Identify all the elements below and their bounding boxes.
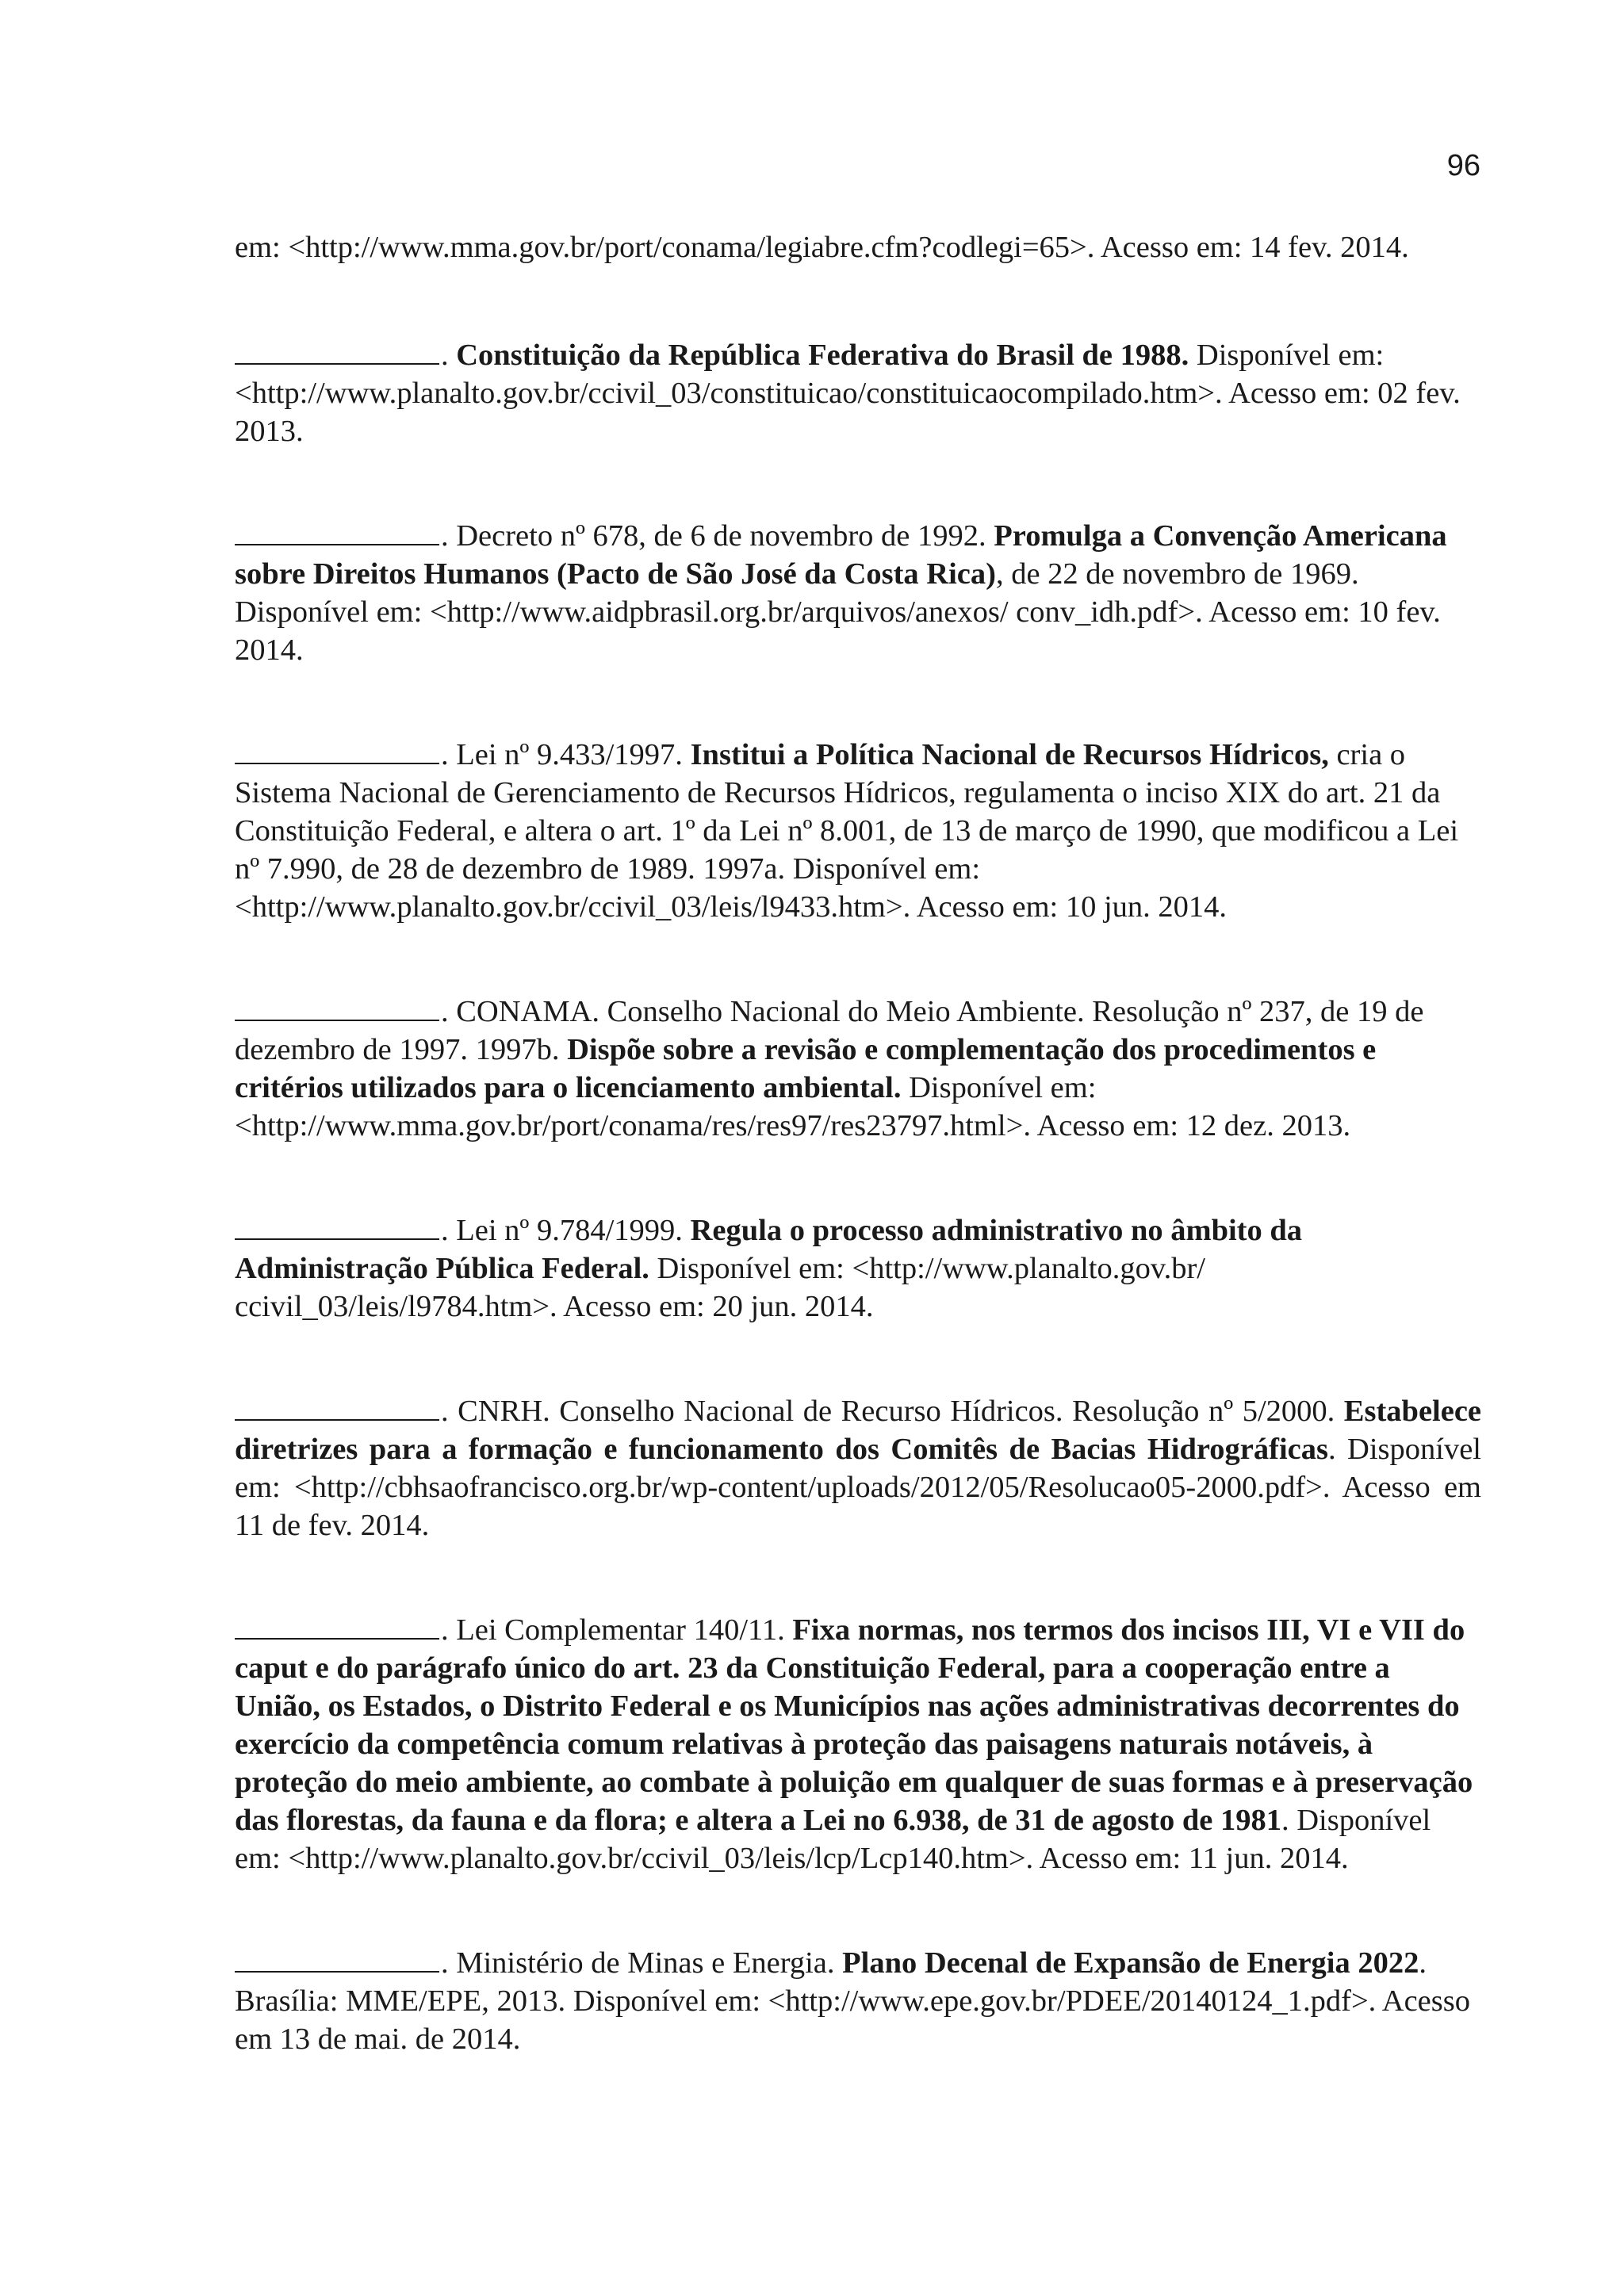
repeated-author-line	[235, 339, 439, 365]
reference-pre: . Lei nº 9.433/1997.	[441, 738, 691, 771]
reference-title: Dispõe sobre a revisão e complementação dos procedimentos e critérios utilizados para o licenciamento ambiental.	[235, 1033, 1377, 1104]
repeated-author-line	[235, 1947, 439, 1973]
repeated-author-line	[235, 1215, 439, 1240]
reference-entry	[235, 993, 1481, 1145]
reference-title: Constituição da República Federativa do Brasil de 1988.	[456, 339, 1189, 372]
reference-title: Plano Decenal de Expansão de Energia 2022	[842, 1946, 1419, 1980]
reference-entry	[235, 1392, 1481, 1544]
reference-pre: . Lei nº 9.784/1999.	[441, 1214, 691, 1247]
reference-title: Fixa normas, nos termos dos incisos III, VI e VII do caput e do parágrafo único do art. 23 da Constituição Federal, para a cooperação entre a União, os Estados, o Distrito Federal e os Municípios nas ações administrativas decorrentes do exercício da competência comum relativas à proteção das paisagens naturais notáveis, à proteção do meio ambiente, ao combate à poluição em qualquer de suas formas e à preservação das florestas, da fauna e da flora; e altera a Lei no 6.938, de 31 de agosto de 1981	[235, 1613, 1473, 1837]
reference-entry	[235, 517, 1481, 669]
reference-title: Estabelece diretrizes para a formação e funcionamento dos Comitês de Bacias Hidrográficas	[235, 1395, 1481, 1466]
reference-pre: . Ministério de Minas e Energia.	[441, 1946, 843, 1980]
reference-post: . Brasília: MME/EPE, 2013. Disponível em: <http://www.epe.gov.br/PDEE/20140124_1.pdf>. Acesso em 13 de mai. de 2014.	[235, 1946, 1470, 2056]
reference-post: Disponível em: <http://www.planalto.gov.br/ccivil_03/constituicao/constituicaocompilado.htm>. Acesso em: 02 fev. 2013.	[235, 339, 1461, 448]
reference-post: cria o Sistema Nacional de Gerenciamento de Recursos Hídricos, regulamenta o inciso XIX do art. 21 da Constituição Federal, e altera o art. 1º da Lei nº 8.001, de 13 de março de 1990, que modificou a Lei nº 7.990, de 28 de dezembro de 1989. 1997a. Disponível em: <http://www.planalto.gov.br/ccivil_03/leis/l9433.htm>. Acesso em: 10 jun. 2014.	[235, 738, 1459, 924]
reference-title: Promulga a Convenção Americana sobre Direitos Humanos (Pacto de São José da Costa Rica)	[235, 519, 1447, 591]
repeated-author-line	[235, 1395, 439, 1421]
reference-list	[235, 228, 1481, 2125]
reference-title: Institui a Política Nacional de Recursos Hídricos,	[690, 738, 1329, 771]
reference-post: , de 22 de novembro de 1969. Disponível em: <http://www.aidpbrasil.org.br/arquivos/anexos/ conv_idh.pdf>. Acesso em: 10 fev. 2014.	[235, 557, 1441, 667]
reference-pre: .	[441, 339, 457, 372]
reference-entry	[235, 1611, 1481, 1877]
reference-pre: . Lei Complementar 140/11.	[441, 1613, 793, 1647]
reference-post: Disponível em: <http://www.planalto.gov.br/ ccivil_03/leis/l9784.htm>. Acesso em: 20 jun. 2014.	[235, 1252, 1206, 1323]
reference-pre: . CNRH. Conselho Nacional de Recurso Hídricos. Resolução nº 5/2000.	[441, 1395, 1344, 1428]
page-number: 96	[1446, 149, 1480, 182]
reference-text: em: <http://www.mma.gov.br/port/conama/legiabre.cfm?codlegi=65>. Acesso em: 14 fev. 2014.	[235, 231, 1409, 264]
reference-title: Regula o processo administrativo no âmbito da Administração Pública Federal.	[235, 1214, 1303, 1285]
reference-pre: . CONAMA. Conselho Nacional do Meio Ambiente. Resolução nº 237, de 19 de dezembro de 1997. 1997b.	[235, 995, 1424, 1066]
reference-entry	[235, 736, 1481, 926]
reference-post: . Disponível em: <http://cbhsaofrancisco.org.br/wp-content/uploads/2012/05/Resolucao05-2000.pdf>. Acesso em 11 de fev. 2014.	[235, 1433, 1482, 1542]
repeated-author-line	[235, 520, 439, 545]
repeated-author-line	[235, 996, 439, 1021]
reference-entry	[235, 336, 1481, 450]
reference-entry	[235, 1944, 1481, 2058]
reference-post: . Disponível em: <http://www.planalto.gov.br/ccivil_03/leis/lcp/Lcp140.htm>. Acesso em: 11 jun. 2014.	[235, 1804, 1431, 1875]
repeated-author-line	[235, 1614, 439, 1640]
reference-pre: . Decreto nº 678, de 6 de novembro de 1992.	[441, 519, 994, 553]
repeated-author-line	[235, 739, 439, 764]
reference-entry	[235, 1211, 1481, 1326]
reference-entry-continuation	[235, 228, 1481, 266]
reference-post: Disponível em: <http://www.mma.gov.br/port/conama/res/res97/res23797.html>. Acesso em: 12 dez. 2013.	[235, 1071, 1351, 1142]
